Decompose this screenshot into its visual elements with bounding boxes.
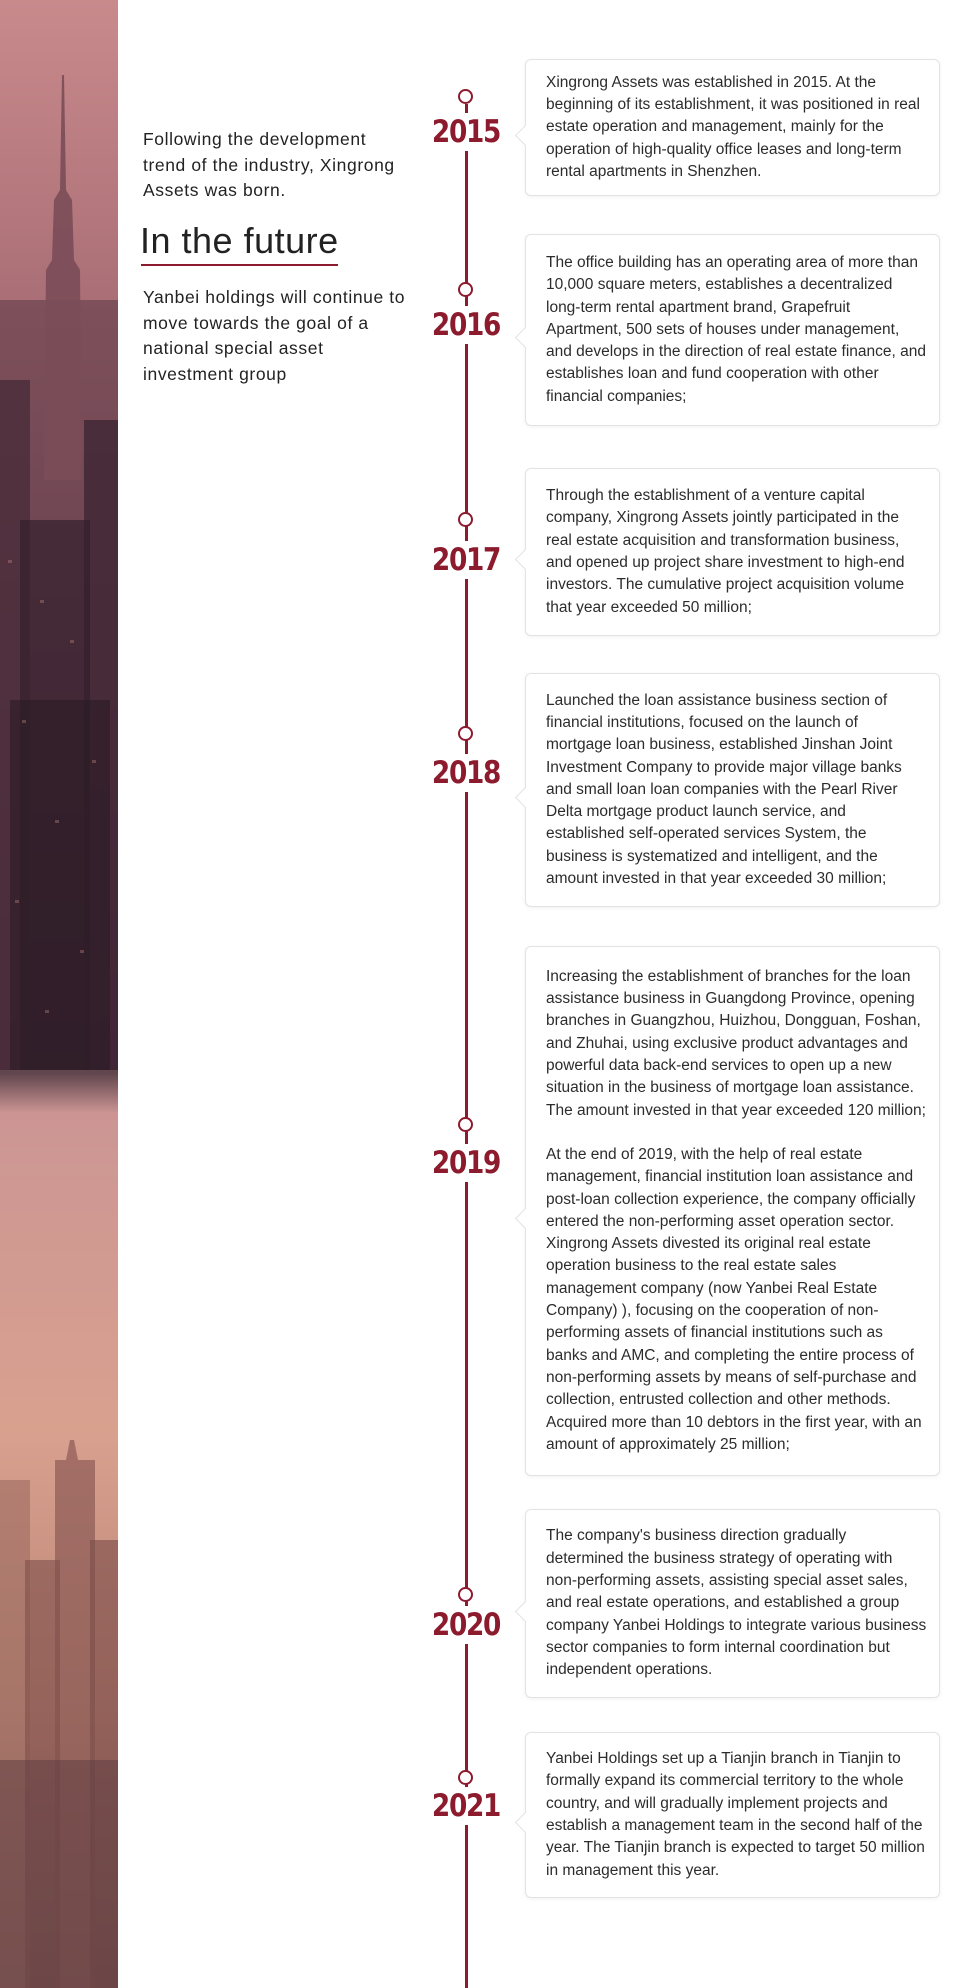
- year-label: 2016: [419, 306, 513, 344]
- timeline-dot: [458, 1770, 473, 1785]
- timeline-dot: [458, 726, 473, 741]
- year-label: 2017: [419, 541, 513, 579]
- year-label: 2019: [419, 1144, 513, 1182]
- card-text: Through the establishment of a venture capital company, Xingrong Assets jointly participated in the real estate acquisition and transformation business, and opened up project share investment to high-end investors. The cumulative project acquisition volume that year exceeded 50 million;: [546, 487, 905, 616]
- goal-text: Yanbei holdings will continue to move towards the goal of a national special asset investment group: [143, 287, 406, 384]
- city-skyline-graphic: [0, 0, 118, 1988]
- future-heading: In the future: [140, 220, 339, 261]
- city-skyline-image: [0, 0, 118, 1988]
- timeline-dot: [458, 1117, 473, 1132]
- timeline-card: [525, 673, 940, 907]
- card-text: Increasing the establishment of branches for the loan assistance business in Guangdong Province, opening branches in Guangzhou, Huizhou, Dongguan, Foshan, and Zhuhai, using exclusive product advantages and powerful data back-end services to open up a new situation in the business of mortgage loan assistance. The amount invested in that year exceeded 120 million;: [546, 967, 926, 1119]
- card-text: Xingrong Assets was established in 2015. At the beginning of its establishment, it was positioned in real estate operation and management, mainly for the operation of high-quality office leases and long-term rental apartments in Shenzhen.: [546, 73, 920, 180]
- intro-text: Following the development trend of the industry, Xingrong Assets was born.: [143, 129, 395, 200]
- timeline-dot: [458, 512, 473, 527]
- card-text: At the end of 2019, with the help of real estate management, financial institution loan assistance and post-loan collection experience, the company officially entered the non-performing asset operation sector. Xingrong Assets divested its original real estate operation business to the real estate sales management company (now Yanbei Real Estate Company) ), focusing on the cooperation of non-performing assets of financial institutions such as banks and AMC, and completing the entire process of non-performing assets by means of self-purchase and collection, entrusted collection and other methods. Acquired more than 10 debtors in the first year, with an amount of approximately 25 million;: [546, 1145, 922, 1453]
- heading-underline: [141, 264, 338, 266]
- card-text: Yanbei Holdings set up a Tianjin branch in Tianjin to formally expand its commercial territory to the whole country, and will gradually implement projects and establish a management team in the second half of the year. The Tianjin branch is expected to target 50 million in management this year.: [546, 1750, 925, 1879]
- year-label: 2020: [419, 1606, 513, 1644]
- card-text: The company's business direction gradually determined the business strategy of operating with non-performing assets, assisting special asset sales, and real estate operations, and established a group company Yanbei Holdings to integrate various business sector companies to form internal coordination but independent operations.: [546, 1527, 927, 1679]
- card-text: Launched the loan assistance business section of financial institutions, focused on the launch of mortgage loan business, established Jinshan Joint Investment Company to provide major village banks and small loan loan companies with the Pearl River Delta mortgage product launch service, and established self-operated services System, the business is systematized and intelligent, and the amount invested in that year exceeded 30 million;: [546, 691, 902, 888]
- timeline-card: [525, 59, 940, 196]
- timeline-line: [465, 104, 468, 1988]
- card-text: The office building has an operating area of more than 10,000 square meters, establishes a decentralized long-term rental apartment brand, Grapefruit Apartment, 500 sets of houses under management, and develops in the direction of real estate finance, and establishes loan and fund cooperation with other financial companies;: [546, 253, 927, 405]
- timeline-dot: [458, 282, 473, 297]
- timeline-card: [525, 1732, 940, 1898]
- timeline-card: [525, 234, 940, 426]
- timeline-card: [525, 1509, 940, 1698]
- timeline-dot: [458, 1587, 473, 1602]
- timeline-dot: [458, 89, 473, 104]
- year-label: 2015: [419, 113, 513, 151]
- timeline-card: [525, 468, 940, 636]
- year-label: 2021: [419, 1787, 513, 1825]
- year-label: 2018: [419, 754, 513, 792]
- timeline-card: [525, 946, 940, 1476]
